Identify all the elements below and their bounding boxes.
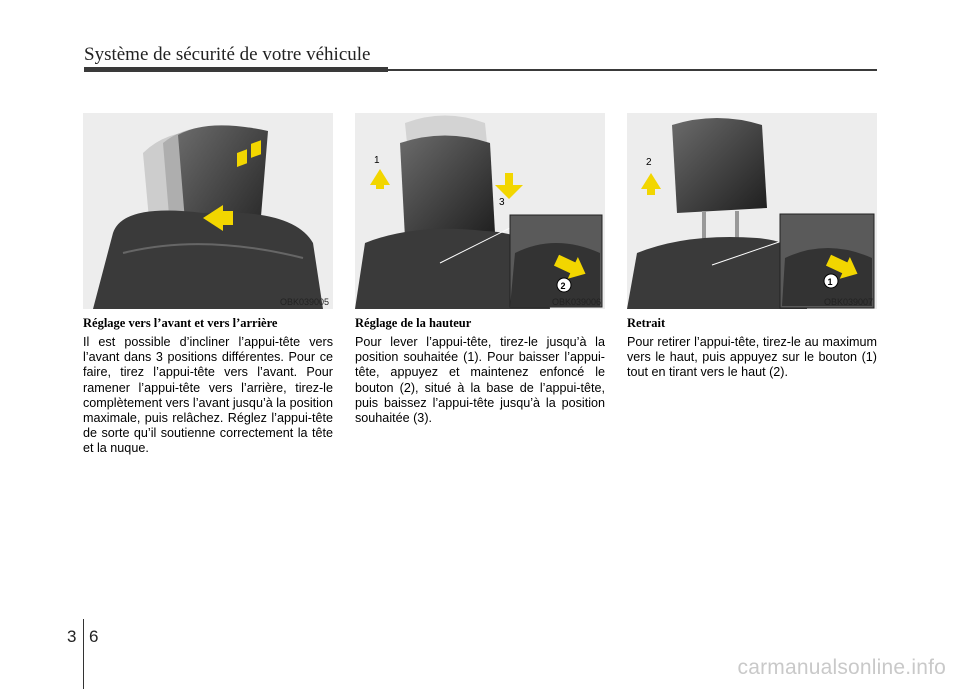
figure-code: OBK039007 [823, 297, 873, 307]
section-removal [627, 316, 877, 381]
callout-2: 2 [560, 281, 566, 291]
watermark: carmanualsonline.info [737, 656, 946, 679]
section-body: Pour lever l’appui-tête, tirez-le jusqu’à la position souhaitée (1). Pour baisser l’appui-tête, appuyez et maintenez enfoncé le bouton (2), situé à la base de l’appui-tête, puis baissez l’appui-tête jusqu’à la position souhaitée (3). [355, 335, 605, 426]
section-title: Réglage vers l’avant et vers l’arrière [83, 316, 278, 330]
headrest-removal-illustration [627, 113, 877, 309]
figure-removal [627, 113, 877, 309]
callout-2: 2 [646, 157, 652, 168]
section-body: Pour retirer l’appui-tête, tirez-le au maximum vers le haut, puis appuyez sur le bouton (1) tout en tirant vers le haut (2). [627, 335, 877, 380]
header-rule-thin [388, 69, 877, 71]
headrest-tilt-illustration [83, 113, 333, 309]
section-title: Réglage de la hauteur [355, 316, 472, 330]
page-header-title: Système de sécurité de votre véhicule [84, 44, 371, 65]
arrow-up-icon [641, 173, 661, 195]
section-title: Retrait [627, 316, 666, 330]
headrest-height-illustration [355, 113, 605, 309]
section-tilt [83, 316, 333, 457]
callout-1: 1 [374, 155, 380, 166]
section-body: Il est possible d’incliner l’appui-tête vers l’avant dans 3 positions différentes. Pour ce faire, tirez l’appui-tête vers l’avant. Pour ramener l’appui-tête vers l’arrière, tirez-le complètement vers l’avant jusqu’à la position maximale, puis relâchez. Réglez l’appui-tête de sorte qu’il soutienne correctement la tête et la nuque. [83, 335, 333, 456]
callout-1: 1 [827, 277, 833, 287]
header-rule-thick [84, 67, 388, 72]
page-number-divider [83, 619, 84, 689]
figure-height-adjustment [355, 113, 605, 309]
section-height [355, 316, 605, 426]
figure-code: OBK039005 [279, 297, 329, 307]
chapter-number: 3 [67, 627, 77, 646]
callout-3: 3 [499, 197, 505, 208]
figure-code: OBK039006 [551, 297, 601, 307]
figure-tilt-adjustment [83, 113, 333, 309]
arrow-down-icon [495, 173, 523, 199]
page-number: 6 [89, 627, 99, 646]
